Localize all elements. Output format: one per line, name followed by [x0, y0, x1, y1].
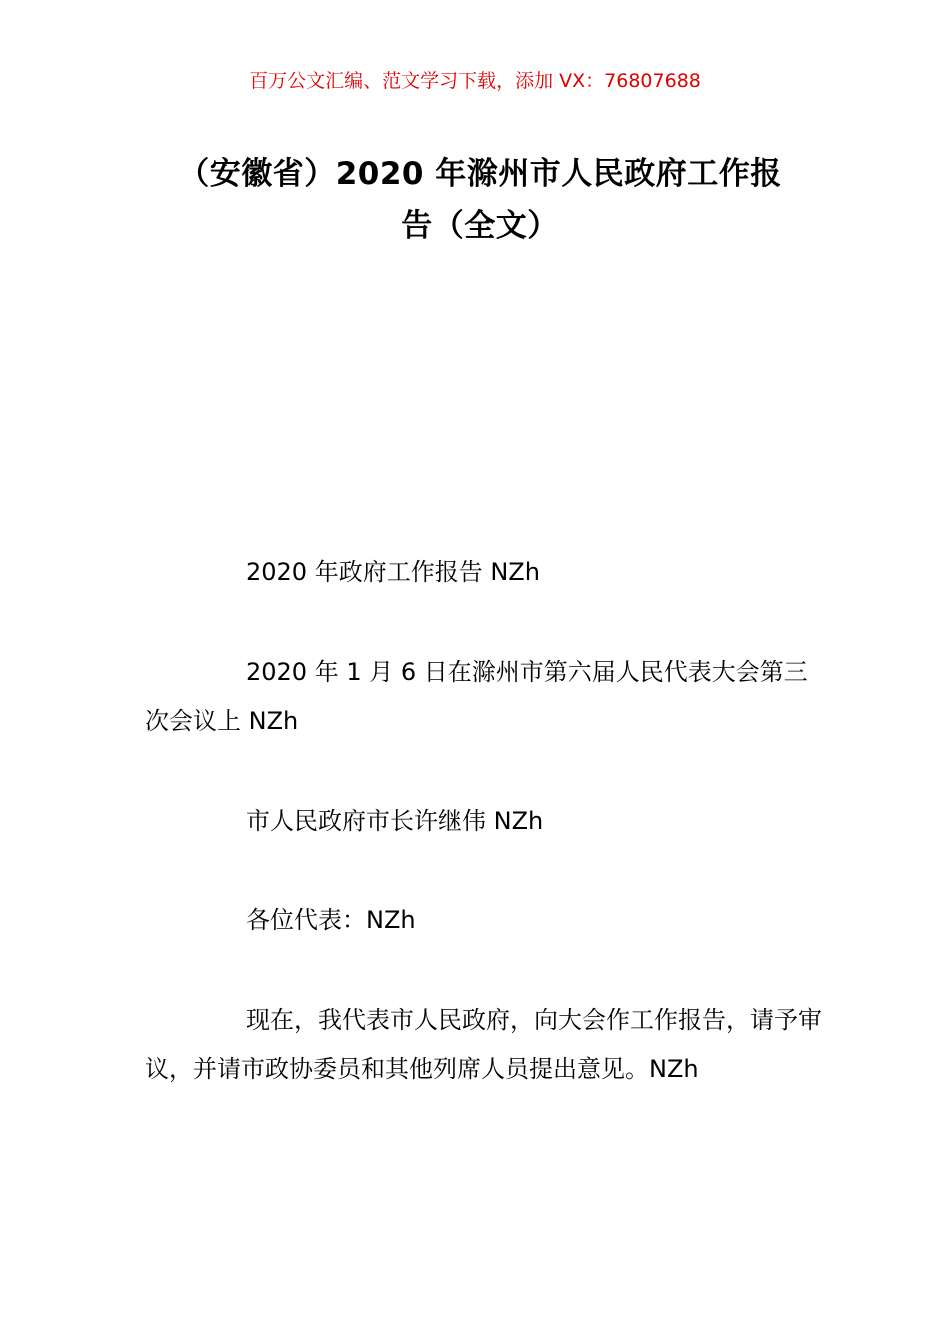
paragraph-report-heading: 2020 年政府工作报告 NZh: [246, 558, 540, 586]
document-title-line-1: （安徽省）2020 年滁州市人民政府工作报: [178, 156, 782, 192]
paragraph-meeting-info: 2020 年 1 月 6 日在滁州市第六届人民代表大会第三次会议上 NZh: [145, 658, 808, 735]
paragraph-speaker: 市人民政府市长许继伟 NZh: [246, 807, 544, 835]
header-promo-note: 百万公文汇编、范文学习下载，添加 VX：76807688: [249, 70, 701, 92]
document-title-line-2: 告（全文）: [401, 208, 559, 244]
paragraph-salutation: 各位代表：NZh: [246, 906, 416, 934]
document-title: [140, 148, 820, 252]
paragraph-opening: 现在，我代表市人民政府，向大会作工作报告，请予审议，并请市政协委员和其他列席人员提出意见。NZh: [145, 1006, 822, 1083]
